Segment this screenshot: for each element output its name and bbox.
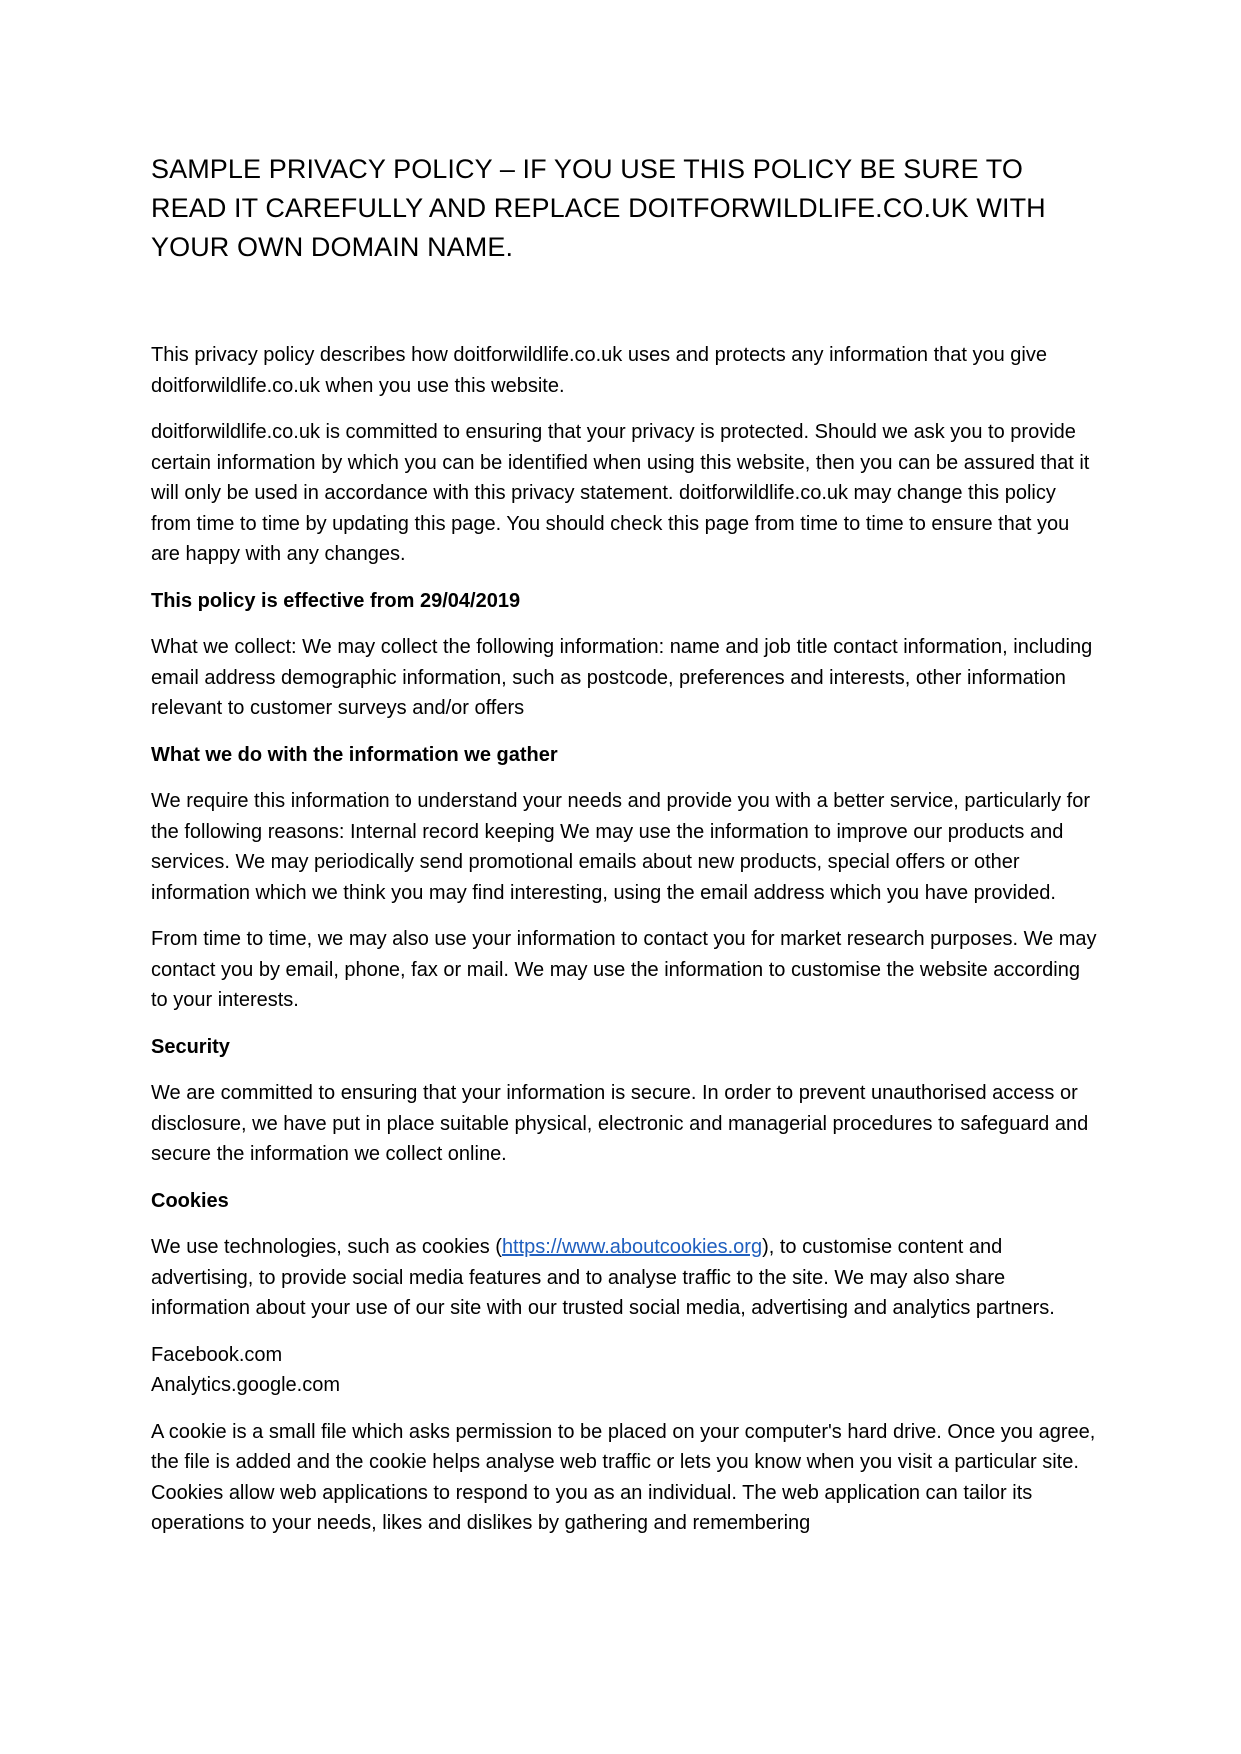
document-page: [151, 150, 1099, 1555]
partner-item: Analytics.google.com: [151, 1374, 340, 1396]
cookies-heading: Cookies: [151, 1189, 229, 1212]
cookies-paragraph: [151, 1232, 1099, 1324]
partner-item: Facebook.com: [151, 1343, 283, 1366]
cookies-text-after-link: ), to customise content and advertising, to provide social media features and to analyse traffic to the site. We may also share information about your use of our site with our trusted social media, advertising and analytics partners.: [151, 1236, 1055, 1319]
what-we-do-paragraph: We require this information to understand your needs and provide you with a better service, particularly for the following reasons: Internal record keeping We may use the information to improve our products and services. We may periodically send promotional emails about new products, special offers or other information which we think you may find interesting, using the email address which you have provided.: [151, 790, 1091, 904]
what-we-collect-paragraph: What we collect: We may collect the following information: name and job title contact information, including email address demographic information, such as postcode, preferences and interests, other information relevant to customer surveys and/or offers: [151, 636, 1093, 719]
partners-list: [151, 1340, 1099, 1401]
cookies-text-before-link: We use technologies, such as cookies (: [151, 1236, 502, 1258]
effective-date-heading: This policy is effective from 29/04/2019: [151, 589, 521, 612]
what-we-do-heading: What we do with the information we gather: [151, 743, 558, 766]
aboutcookies-link[interactable]: https://www.aboutcookies.org: [501, 1236, 763, 1258]
document-title: SAMPLE PRIVACY POLICY – IF YOU USE THIS POLICY BE SURE TO READ IT CAREFULLY AND REPLACE DOITFORWILDLIFE.CO.UK WITH YOUR OWN DOMAIN NAME.: [151, 154, 1046, 262]
intro-paragraph: This privacy policy describes how doitforwildlife.co.uk uses and protects any information that you give doitforwildlife.co.uk when you use this website.: [151, 344, 1047, 397]
security-heading: Security: [151, 1035, 230, 1058]
commitment-paragraph: doitforwildlife.co.uk is committed to ensuring that your privacy is protected. Should we ask you to provide certain information by which you can be identified when using this website, then you can be assured that it will only be used in accordance with this privacy statement. doitforwildlife.co.uk may change this policy from time to time by updating this page. You should check this page from time to time to ensure that you are happy with any changes.: [151, 421, 1090, 565]
market-research-paragraph: From time to time, we may also use your information to contact you for market research purposes. We may contact you by email, phone, fax or mail. We may use the information to customise the website according to your interests.: [151, 928, 1097, 1011]
security-paragraph: We are committed to ensuring that your information is secure. In order to prevent unauthorised access or disclosure, we have put in place suitable physical, electronic and managerial procedures to safeguard and secure the information we collect online.: [151, 1082, 1089, 1165]
cookie-explanation-paragraph: A cookie is a small file which asks permission to be placed on your computer's hard drive. Once you agree, the file is added and the cookie helps analyse web traffic or lets you know when you visit a particular site. Cookies allow web applications to respond to you as an individual. The web application can tailor its operations to your needs, likes and dislikes by gathering and remembering: [151, 1420, 1096, 1534]
